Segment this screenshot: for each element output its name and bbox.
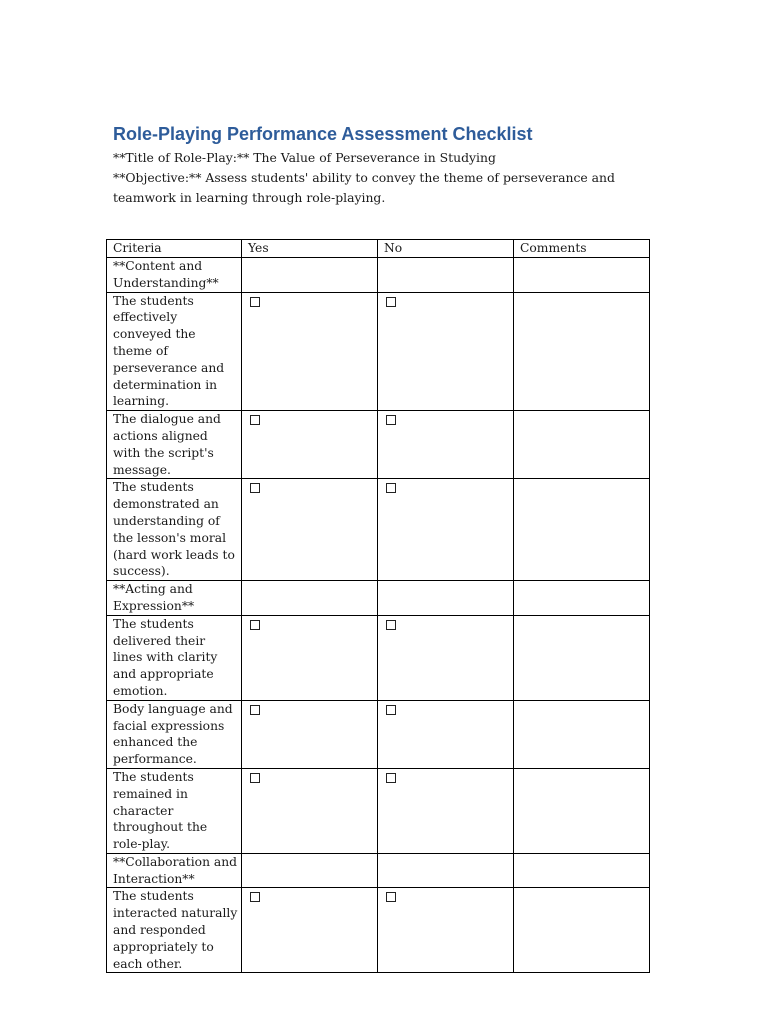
header-yes: Yes [242,240,378,258]
table-header-row [107,240,650,258]
table-row [107,768,650,853]
empty-checkbox-icon[interactable] [250,483,260,493]
section-row [107,258,650,293]
section-heading-cell: **Acting and Expression** [107,581,242,616]
yes-cell [242,853,378,888]
roleplay-title-line: **Title of Role-Play:** The Value of Perseverance in Studying [113,150,496,165]
no-cell [378,768,514,853]
no-cell [378,888,514,973]
criteria-cell: The students effectively conveyed the theme of perseverance and determination in learning. [107,292,242,411]
empty-checkbox-icon[interactable] [386,773,396,783]
section-row [107,853,650,888]
no-cell [378,292,514,411]
yes-cell [242,292,378,411]
no-cell [378,479,514,581]
empty-checkbox-icon[interactable] [250,773,260,783]
header-comments: Comments [514,240,650,258]
empty-checkbox-icon[interactable] [386,297,396,307]
criteria-cell: The students interacted naturally and responded appropriately to each other. [107,888,242,973]
empty-checkbox-icon[interactable] [250,297,260,307]
empty-checkbox-icon[interactable] [250,892,260,902]
table-row [107,292,650,411]
table-row [107,411,650,479]
criteria-cell: The students delivered their lines with clarity and appropriate emotion. [107,615,242,700]
yes-cell [242,700,378,768]
comments-cell[interactable] [514,615,650,700]
empty-checkbox-icon[interactable] [386,705,396,715]
assessment-checklist-table [106,239,650,973]
yes-cell [242,581,378,616]
section-heading-cell: **Collaboration and Interaction** [107,853,242,888]
table-row [107,615,650,700]
no-cell [378,258,514,293]
comments-cell[interactable] [514,700,650,768]
yes-cell [242,479,378,581]
comments-cell[interactable] [514,768,650,853]
table-row [107,700,650,768]
empty-checkbox-icon[interactable] [250,415,260,425]
no-cell [378,615,514,700]
comments-cell[interactable] [514,292,650,411]
objective-line: **Objective:** Assess students' ability to convey the theme of perseverance and teamwork in learning through role-playing. [113,170,615,205]
section-row [107,581,650,616]
empty-checkbox-icon[interactable] [250,620,260,630]
criteria-cell: The students demonstrated an understanding of the lesson's moral (hard work leads to success). [107,479,242,581]
header-no: No [378,240,514,258]
header-criteria: Criteria [107,240,242,258]
document-title: Role-Playing Performance Assessment Checklist [113,124,533,144]
yes-cell [242,888,378,973]
table-row [107,479,650,581]
comments-cell[interactable] [514,479,650,581]
criteria-cell: Body language and facial expressions enhanced the performance. [107,700,242,768]
empty-checkbox-icon[interactable] [386,483,396,493]
section-heading-cell: **Content and Understanding** [107,258,242,293]
comments-cell [514,258,650,293]
comments-cell [514,853,650,888]
empty-checkbox-icon[interactable] [386,620,396,630]
yes-cell [242,258,378,293]
empty-checkbox-icon[interactable] [250,705,260,715]
yes-cell [242,615,378,700]
empty-checkbox-icon[interactable] [386,892,396,902]
yes-cell [242,768,378,853]
yes-cell [242,411,378,479]
comments-cell [514,581,650,616]
no-cell [378,581,514,616]
no-cell [378,700,514,768]
table-row [107,888,650,973]
comments-cell[interactable] [514,888,650,973]
no-cell [378,411,514,479]
comments-cell[interactable] [514,411,650,479]
no-cell [378,853,514,888]
empty-checkbox-icon[interactable] [386,415,396,425]
criteria-cell: The students remained in character throughout the role-play. [107,768,242,853]
criteria-cell: The dialogue and actions aligned with the script's message. [107,411,242,479]
